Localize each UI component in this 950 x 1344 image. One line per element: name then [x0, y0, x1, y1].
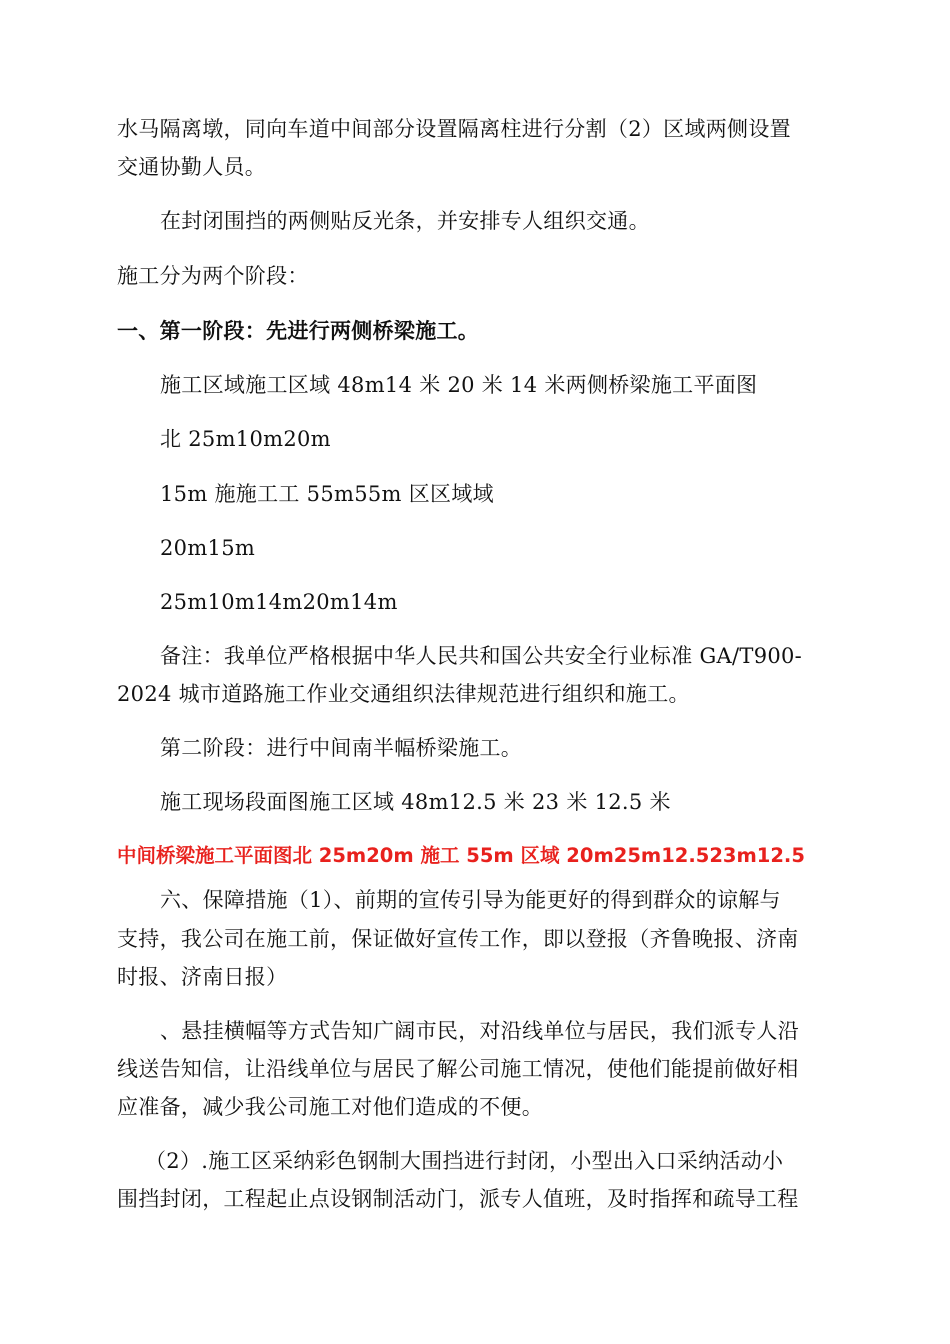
- paragraph-1-line-1: 水马隔离墩，同向车道中间部分设置隔离柱进行分割（2）区域两侧设置: [117, 117, 791, 141]
- paragraph-enclosure-line-2: 围挡封闭，工程起止点设钢制活动门，派专人值班，及时指挥和疏导工程: [117, 1187, 799, 1211]
- paragraph-reflective-strips: 在封闭围挡的两侧贴反光条，并安排专人组织交通。: [160, 209, 650, 233]
- paragraph-area-labels: 15m 施施工工 55m55m 区区域域: [160, 482, 494, 506]
- paragraph-dimension-list: 25m10m14m20m14m: [160, 590, 398, 614]
- paragraph-enclosure-line-1: （2）.施工区采纳彩色钢制大围挡进行封闭，小型出入口采纳活动小: [145, 1149, 784, 1173]
- paragraph-construction-area: 施工区域施工区域 48m14 米 20 米 14 米两侧桥梁施工平面图: [160, 373, 758, 397]
- paragraph-1-line-2: 交通协勤人员。: [117, 155, 267, 179]
- paragraph-stage-two: 第二阶段：进行中间南半幅桥梁施工。: [160, 736, 523, 760]
- note-line-1: 备注：我单位严格根据中华人民共和国公共安全行业标准 GA/T900-: [160, 644, 803, 668]
- paragraph-north-dimensions: 北 25m10m20m: [160, 427, 331, 451]
- paragraph-site-section: 施工现场段面图施工区域 48m12.5 米 23 米 12.5 米: [160, 790, 671, 814]
- paragraph-safeguards-line-3: 时报、济南日报）: [117, 965, 288, 989]
- paragraph-safeguards-line-1: 六、保障措施（1）、前期的宣传引导为能更好的得到群众的谅解与: [160, 888, 781, 912]
- paragraph-two-stages: 施工分为两个阶段：: [117, 264, 309, 288]
- red-heading-middle-bridge: 中间桥梁施工平面图北 25m20m 施工 55m 区域 20m25m12.523m12.5: [117, 844, 805, 867]
- heading-stage-one: 一、第一阶段：先进行两侧桥梁施工。: [117, 319, 480, 343]
- paragraph-banners-line-2: 线送告知信，让沿线单位与居民了解公司施工情况，使他们能提前做好相: [117, 1057, 799, 1081]
- paragraph-banners-line-3: 应准备，减少我公司施工对他们造成的不便。: [117, 1095, 543, 1119]
- paragraph-dimension-20m15m: 20m15m: [160, 536, 256, 560]
- paragraph-safeguards-line-2: 支持，我公司在施工前，保证做好宣传工作，即以登报（齐鲁晚报、济南: [117, 927, 799, 951]
- paragraph-banners-line-1: 、悬挂横幅等方式告知广阔市民，对沿线单位与居民，我们派专人沿: [160, 1019, 799, 1043]
- note-line-2: 2024 城市道路施工作业交通组织法律规范进行组织和施工。: [117, 682, 690, 706]
